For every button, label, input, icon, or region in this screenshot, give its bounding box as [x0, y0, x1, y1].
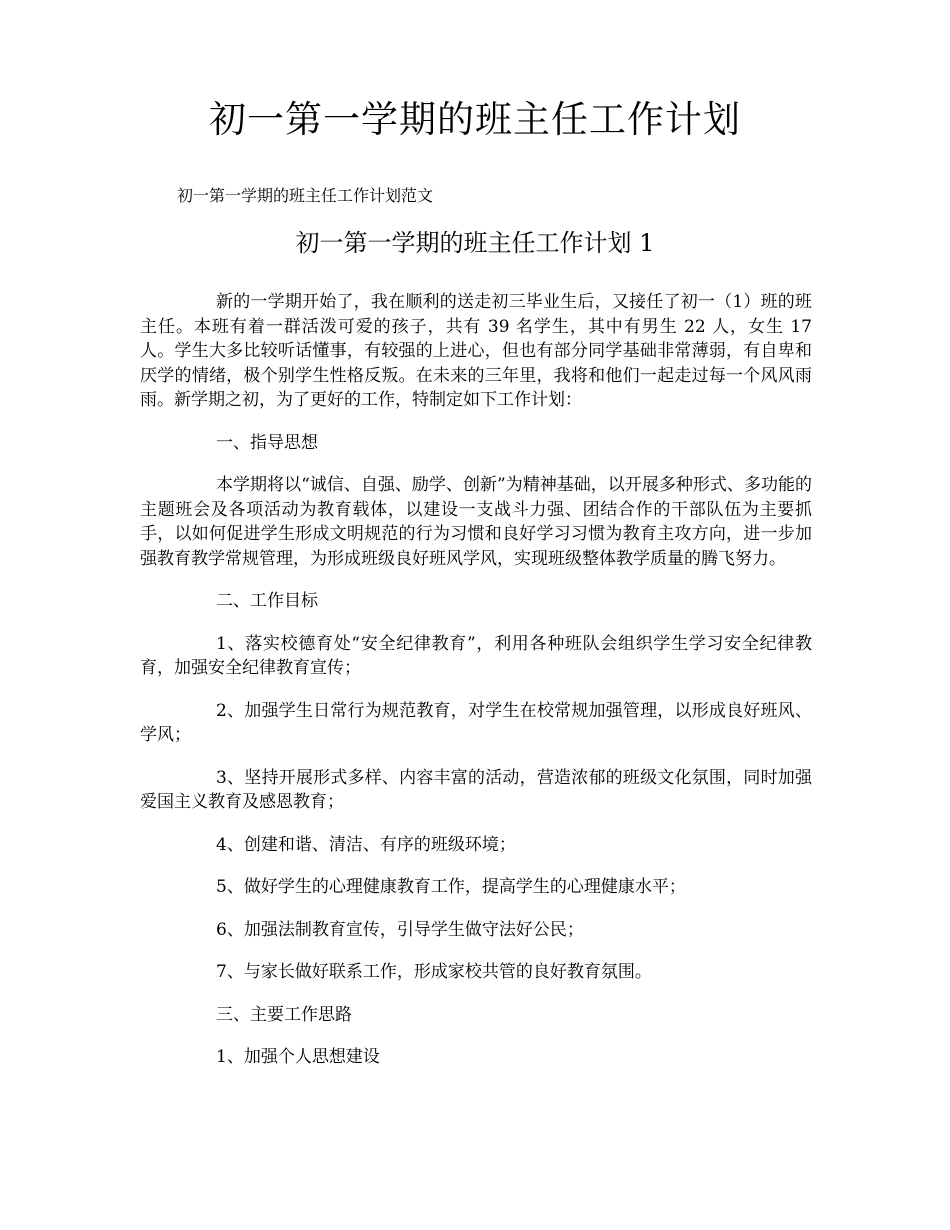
goal-item-3: 3、坚持开展形式多样、内容丰富的活动，营造浓郁的班级文化氛围，同时加强爱国主义教育及感恩教育；: [140, 767, 812, 812]
document-body: [140, 290, 812, 1088]
goal-item-6: 6、加强法制教育宣传，引导学生做守法好公民；: [216, 919, 584, 940]
document-title: 初一第一学期的班主任工作计划: [209, 98, 741, 141]
goal-item-7: 7、与家长做好联系工作，形成家校共管的良好教育氛围。: [216, 962, 652, 982]
section-title: 初一第一学期的班主任工作计划 1: [295, 229, 655, 257]
heading-guiding-ideology: 一、指导思想: [216, 432, 318, 453]
document-subtitle: 初一第一学期的班主任工作计划范文: [177, 186, 434, 205]
goal-item-1: 1、落实校德育处“安全纪律教育”，利用各种班队会组织学生学习安全纪律教育，加强安全纪律教育宣传；: [140, 633, 812, 678]
guiding-ideology-paragraph: 本学期将以“诚信、自强、励学、创新”为精神基础，以开展多种形式、多功能的主题班会及各项活动为教育载体，以建设一支战斗力强、团结合作的干部队伍为主要抓手，以如何促进学生形成文明规范的行为习惯和良好学习习惯为教育主攻方向，进一步加强教育教学常规管理，为形成班级良好班风学风，实现班级整体教学质量的腾飞努力。: [140, 475, 812, 569]
intro-paragraph: 新的一学期开始了，我在顺利的送走初三毕业生后，又接任了初一（1）班的班主任。本班有着一群活泼可爱的孩子，共有 39 名学生，其中有男生 22 人，女生 17 人。学生大多比较听话懂事，有较强的上进心，但也有部分同学基础非常薄弱，有自卑和厌学的情绪，极个别学生性格反叛。在未来的三年里，我将和他们一起走过每一个风风雨雨。新学期之初，为了更好的工作，特制定如下工作计划：: [140, 292, 812, 410]
goal-item-2: 2、加强学生日常行为规范教育，对学生在校常规加强管理，以形成良好班风、学风；: [140, 700, 812, 745]
subheading-personal-ideology: 1、加强个人思想建设: [216, 1047, 380, 1067]
goal-item-5: 5、做好学生的心理健康教育工作，提高学生的心理健康水平；: [216, 877, 686, 897]
heading-main-work-ideas: 三、主要工作思路: [216, 1004, 352, 1025]
goal-item-4: 4、创建和谐、清洁、有序的班级环境；: [216, 834, 516, 855]
heading-work-goals: 二、工作目标: [216, 591, 318, 611]
